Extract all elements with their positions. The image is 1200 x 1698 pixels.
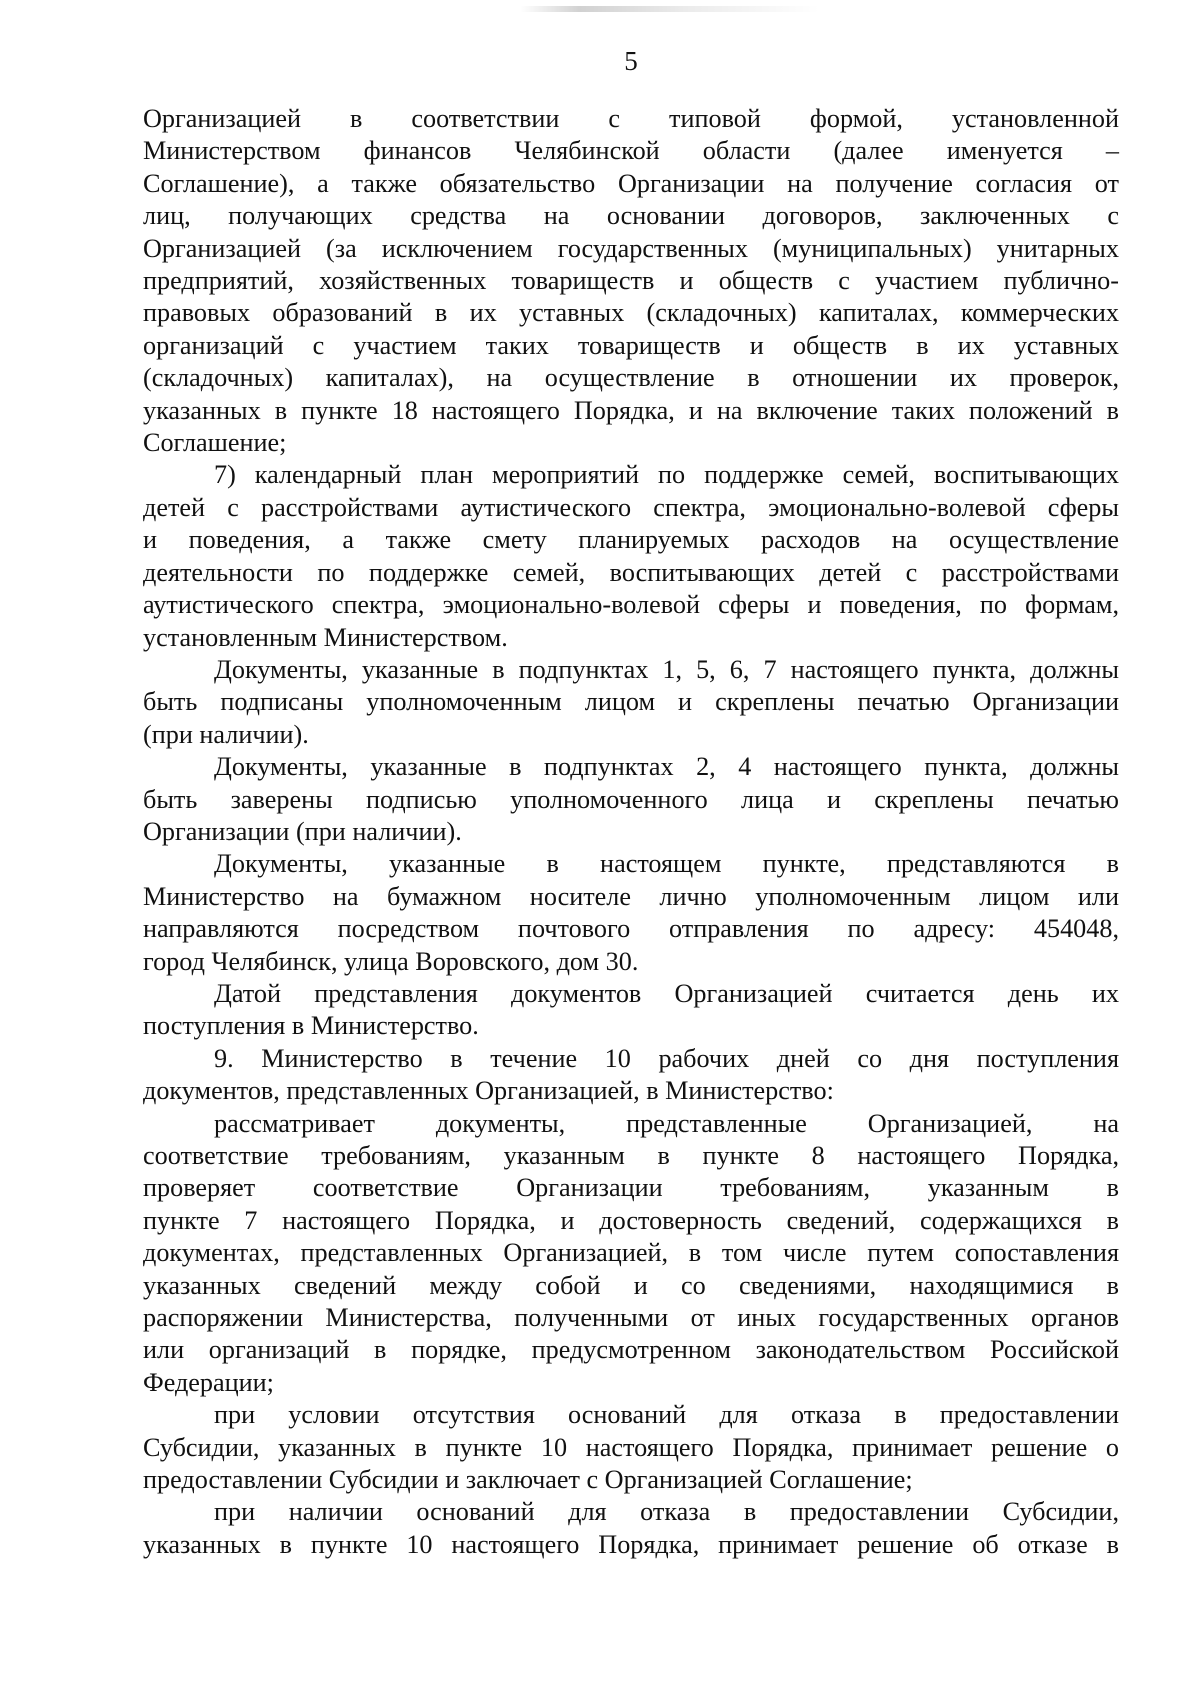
- text-line: 7) календарный план мероприятий по поддержке семей, воспитывающих: [214, 460, 1119, 490]
- text-line: правовых образований в их уставных (складочных) капиталах, коммерческих: [143, 298, 1119, 328]
- text-line: (при наличии).: [143, 719, 309, 749]
- text-line: Министерством финансов Челябинской области (далее именуется –: [143, 136, 1119, 166]
- text-line: Соглашение), а также обязательство Организации на получение согласия от: [143, 168, 1119, 198]
- paragraph-grounds: [143, 1496, 1119, 1561]
- paragraph-docs-signed: [143, 654, 1119, 751]
- text-line: Соглашение;: [143, 428, 287, 458]
- text-line: организаций с участием таких товариществ и обществ в их уставных: [143, 330, 1119, 360]
- page-number: 5: [624, 46, 638, 76]
- text-line: установленным Министерством.: [143, 622, 508, 652]
- text-line: 9. Министерство в течение 10 рабочих дней со дня поступления: [214, 1043, 1119, 1073]
- text-line: рассматривает документы, представленные Организацией, на: [214, 1108, 1119, 1138]
- document-body: [143, 103, 1119, 1561]
- text-line: Федерации;: [143, 1367, 274, 1397]
- text-line: город Челябинск, улица Воровского, дом 30.: [143, 946, 639, 976]
- text-line: пункте 7 настоящего Порядка, и достоверность сведений, содержащихся в: [143, 1205, 1119, 1235]
- text-line: Документы, указанные в настоящем пункте, представляются в: [214, 849, 1119, 879]
- paragraph-continuation: [143, 103, 1119, 459]
- paragraph-item-9: [143, 1043, 1119, 1108]
- text-line: направляются посредством почтового отправления по адресу: 454048,: [143, 914, 1119, 944]
- text-line: предоставлении Субсидии и заключает с Организацией Соглашение;: [143, 1465, 913, 1495]
- paragraph-no-grounds: [143, 1399, 1119, 1496]
- text-line: деятельности по поддержке семей, воспитывающих детей с расстройствами: [143, 557, 1119, 587]
- text-line: предприятий, хозяйственных товариществ и обществ с участием публично-: [143, 266, 1119, 296]
- text-line: Датой представления документов Организацией считается день их: [214, 978, 1119, 1008]
- paragraph-docs-certified: [143, 751, 1119, 848]
- text-line: Субсидии, указанных в пункте 10 настоящего Порядка, принимает решение о: [143, 1432, 1119, 1462]
- text-line: Организации (при наличии).: [143, 816, 462, 846]
- text-line: указанных сведений между собой и со сведениями, находящимися в: [143, 1270, 1119, 1300]
- text-line: поступления в Министерство.: [143, 1011, 479, 1041]
- text-line: при наличии оснований для отказа в предоставлении Субсидии,: [214, 1497, 1119, 1527]
- paragraph-docs-submitted: [143, 848, 1119, 978]
- text-line: быть подписаны уполномоченным лицом и скреплены печатью Организации: [143, 687, 1119, 717]
- text-line: Организацией в соответствии с типовой формой, установленной: [143, 104, 1119, 133]
- text-line: соответствие требованиям, указанным в пункте 8 настоящего Порядка,: [143, 1141, 1119, 1170]
- text-line: Документы, указанные в подпунктах 1, 5, 6, 7 настоящего пункта, должны: [214, 654, 1119, 684]
- text-line: быть заверены подписью уполномоченного лица и скреплены печатью: [143, 784, 1119, 814]
- paragraph-item-7: [143, 459, 1119, 653]
- text-line: Министерство на бумажном носителе лично уполномоченным лицом или: [143, 881, 1119, 911]
- text-line: указанных в пункте 10 настоящего Порядка, принимает решение об отказе в: [143, 1529, 1119, 1559]
- text-line: или организаций в порядке, предусмотренном законодательством Российской: [143, 1335, 1119, 1365]
- text-line: (складочных) капиталах), на осуществление в отношении их проверок,: [143, 363, 1119, 393]
- text-line: проверяет соответствие Организации требованиям, указанным в: [143, 1173, 1119, 1203]
- text-line: и поведения, а также смету планируемых расходов на осуществление: [143, 525, 1119, 555]
- text-line: документах, представленных Организацией, в том числе путем сопоставления: [143, 1238, 1119, 1268]
- text-line: документов, представленных Организацией, в Министерство:: [143, 1076, 834, 1106]
- text-line: детей с расстройствами аутистического спектра, эмоционально-волевой сферы: [143, 492, 1119, 522]
- text-line: указанных в пункте 18 настоящего Порядка, и на включение таких положений в: [143, 395, 1119, 425]
- scan-artifact: [520, 6, 820, 12]
- paragraph-submission-date: [143, 978, 1119, 1043]
- text-line: Документы, указанные в подпунктах 2, 4 настоящего пункта, должны: [214, 752, 1119, 782]
- paragraph-reviews: [143, 1108, 1119, 1400]
- text-line: при условии отсутствия оснований для отказа в предоставлении: [214, 1400, 1119, 1430]
- text-line: аутистического спектра, эмоционально-волевой сферы и поведения, по формам,: [143, 590, 1119, 620]
- text-line: распоряжении Министерства, полученными от иных государственных органов: [143, 1303, 1119, 1333]
- text-line: лиц, получающих средства на основании договоров, заключенных с: [143, 201, 1119, 231]
- text-line: Организацией (за исключением государственных (муниципальных) унитарных: [143, 233, 1119, 263]
